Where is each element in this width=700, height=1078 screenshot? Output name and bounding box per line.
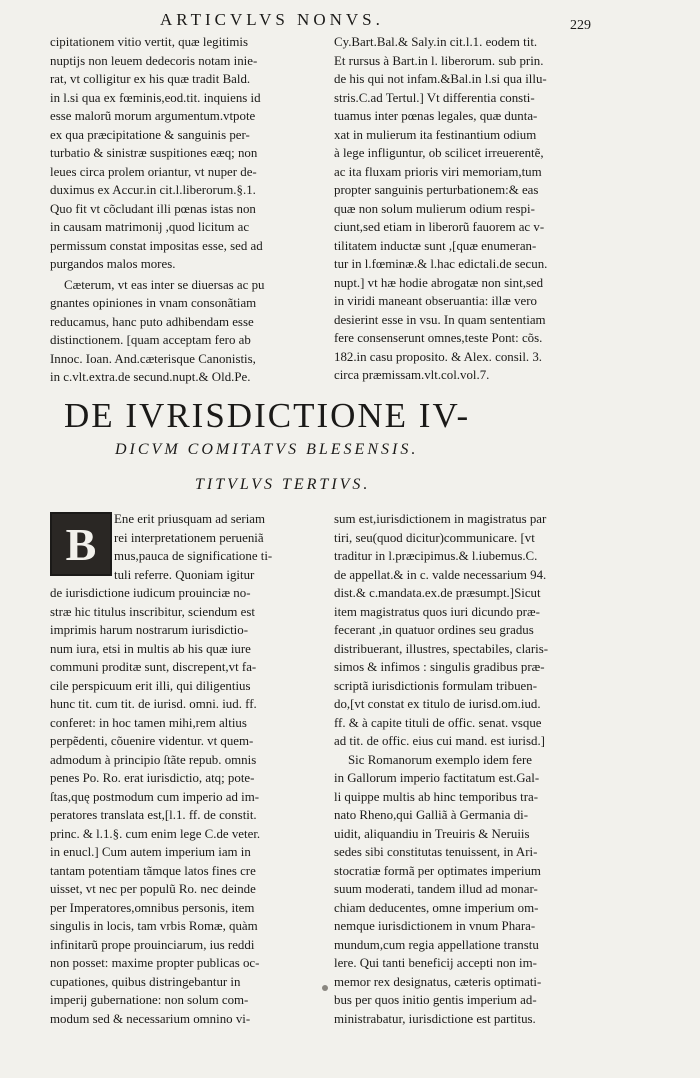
- text-line: stocratiæ formã per optimates imperium: [334, 863, 541, 878]
- text-line: gnantes opiniones in vnam consonãtiam: [50, 296, 257, 310]
- text-line: uidit, aliquandiu in Treuiris & Neruiis: [334, 826, 530, 841]
- text-line: rat, vt colligitur ex his quæ tradit Bald.: [50, 72, 251, 86]
- text-line: imprimis harum nostrarum iurisdictio-: [50, 623, 248, 637]
- text-line: turbatio & sinistræ suspitiones eæq; non: [50, 146, 258, 160]
- text-line: esse malorũ morum argumentum.vtpote: [50, 109, 256, 123]
- text-line: nato Rheno,qui Galliã à Germania di-: [334, 808, 529, 822]
- text-line: distinctionem. [quam acceptam fero ab: [50, 333, 251, 347]
- text-line: communi proditæ sunt, discrepent,vt fa-: [50, 660, 257, 674]
- top-right-column: [334, 33, 610, 385]
- text-line: infinitarũ prope prouinciarum, ius reddi: [50, 937, 255, 952]
- text-line: Sic Romanorum exemplo idem fere: [348, 752, 532, 767]
- text-line: Cy.Bart.Bal.& Saly.in cit.l.1. eodem tit.: [334, 35, 538, 49]
- text-line: sedes sibi constitutas tenuissent, in Ari-: [334, 845, 538, 859]
- text-line: Et rursus à Bart.in l. liberorum. sub prin.: [334, 53, 544, 68]
- text-line: tilitatem inductæ sunt ,[quæ enumeran-: [334, 238, 537, 253]
- text-line: penes Po. Ro. erat iurisdictio, atq; pote-: [50, 771, 255, 785]
- text-line: ex qua præcipitatione & sanguinis per-: [50, 127, 250, 142]
- text-line: in c.vlt.extra.de secund.nupt.& Old.Pe.: [50, 370, 251, 384]
- text-line: rei interpretationem perueniã: [114, 530, 264, 545]
- text-line: tantam potentiam tãmque latos fines cre: [50, 863, 256, 878]
- text-line: purgandos malos mores.: [50, 257, 176, 271]
- text-line: 182.in casu proposito. & Alex. consil. 3.: [334, 349, 543, 364]
- text-line: lere. Qui tanti beneficij accepti non im-: [334, 956, 537, 970]
- text-line: nuptijs non leuem dedecoris notam inie-: [50, 53, 258, 68]
- text-line: num iura, etsi in multis ab his quæ iure: [50, 641, 251, 656]
- bottom-left-column: [50, 510, 315, 1028]
- text-line: dist.& c.mandata.ex.de præsumpt.]Sicut: [334, 586, 541, 600]
- bottom-right-column: [334, 510, 620, 1028]
- text-line: tuamus inter pœnas legales, quæ dunta-: [334, 109, 538, 123]
- text-line: ad tit. de offic. eius cui mand. est iurisd.]: [334, 734, 545, 748]
- text-line: ministrabatur, iurisdictione est partitus.: [334, 1011, 536, 1026]
- text-line: do,[vt constat ex titulo de iurisd.om.iud.: [334, 697, 541, 711]
- text-line: fecerant ,in quatuor ordines seu gradus: [334, 623, 534, 637]
- text-line: Cæterum, vt eas inter se diuersas ac pu: [64, 277, 265, 292]
- text-line: in enucl.] Cum autem imperium iam in: [50, 845, 251, 859]
- text-line: imperij gubernatione: non solum com-: [50, 993, 249, 1007]
- text-line: stræ hic titulus inscribitur, sciendum est: [50, 604, 255, 619]
- text-line: ſtas,quę postmodum cum imperio ad im-: [50, 789, 260, 804]
- text-line: traditur in l.præcipimus.& l.iubemus.C.: [334, 549, 538, 563]
- text-line: admodum à principio ſtãte repub. omnis: [50, 752, 257, 767]
- text-line: in viridi maneant obseruantia: illæ vero: [334, 294, 537, 308]
- page-number: 229: [570, 18, 591, 33]
- text-line: duximus ex Accur.in cit.l.liberorum.§.1.: [50, 183, 256, 197]
- text-line: sum est,iurisdictionem in magistratus par: [334, 512, 547, 526]
- text-line: mundum,cum regia appellatione transtu: [334, 937, 539, 952]
- text-line: perpẽdenti, cõuenire videntur. vt quem-: [50, 734, 254, 748]
- text-line: cupationes, quibus distringebantur in: [50, 974, 241, 989]
- text-line: stris.C.ad Tertul.] Vt differentia consti-: [334, 90, 535, 105]
- text-line: singulis in locis, tam vrbis Romæ, quàm: [50, 919, 258, 933]
- text-line: de his qui not infam.&Bal.in l.si qua illu-: [334, 72, 547, 86]
- text-line: Innoc. Ioan. And.cæterisque Canonistis,: [50, 351, 256, 366]
- titulus-heading: TITVLVS TERTIVS.: [195, 476, 371, 493]
- text-line: modum sed & necessarium omnino vi-: [50, 1011, 251, 1026]
- text-line: tiri, seu(quod dicitur)communicare. [vt: [334, 530, 535, 545]
- text-line: ff. & à capite tituli de offic. senat. vsque: [334, 715, 542, 730]
- text-line: peratores translata est,[l.1. ff. de constit.: [50, 808, 257, 822]
- text-line: conferet: in hoc tamen mihi,rem altius: [50, 715, 247, 730]
- text-line: de iurisdictione iudicum prouinciæ no-: [50, 586, 251, 600]
- text-line: ciunt,sed etiam in liberorũ fauorem ac v-: [334, 220, 545, 234]
- text-line: permissum constat impositas esse, sed ad: [50, 238, 263, 253]
- section-title: DE IVRISDICTIONE IV-: [64, 396, 471, 435]
- text-line: in l.si qua ex fœminis,eod.tit. inquiens id: [50, 90, 261, 105]
- text-line: memor rex designatus, cæteris optimati-: [334, 974, 542, 989]
- text-line: bus per quos initio gentis imperium ad-: [334, 993, 537, 1007]
- text-line: item magistratus quos iuri dicundo præ-: [334, 604, 540, 619]
- text-line: xat in mulierum ita festinantium odium: [334, 127, 537, 142]
- text-line: non posset: maxime propter publicas oc-: [50, 956, 260, 970]
- text-line: cipitationem vitio vertit, quæ legitimis: [50, 35, 248, 49]
- text-line: princ. & l.1.§. cum enim lege C.de veter.: [50, 826, 261, 841]
- text-line: per Imperatores,omnibus personis, item: [50, 900, 255, 915]
- text-line: tur in l.fœminæ.& l.hac edictali.de secun.: [334, 257, 548, 271]
- text-line: mus,pauca de significatione ti-: [114, 549, 273, 563]
- text-line: fere consenserunt omnes,teste Pont: cõs.: [334, 331, 543, 345]
- initial-letter: B: [65, 518, 97, 570]
- text-line: scriptã iurisdictionis formulam tribuen-: [334, 678, 537, 693]
- text-line: chiam deducentes, omne imperium om-: [334, 900, 539, 915]
- text-line: Quo fit vt cõcludant illi pœnas istas non: [50, 201, 256, 216]
- text-line: in causam matrimonij ,quod licitum ac: [50, 220, 250, 234]
- text-line: quæ non solum mulierum odium respi-: [334, 201, 535, 216]
- text-line: nupt.] vt hæ hodie abrogatæ non sint,sed: [334, 275, 544, 290]
- text-line: reducamus, hanc puto adhibendam esse: [50, 314, 254, 329]
- text-line: distribuerant, illustres, spectabiles, claris-: [334, 641, 549, 656]
- top-left-column: [50, 33, 310, 387]
- text-line: simos & infimos : singulis gradibus præ-: [334, 660, 545, 674]
- gutter-mark: [322, 985, 328, 991]
- text-line: cile perspicuum erit illi, qui diligentius: [50, 678, 251, 693]
- text-line: nemque iurisdictionem in vnum Phara-: [334, 919, 536, 933]
- text-line: ac ita fluxam prioris viri memoriam,tum: [334, 164, 542, 179]
- running-head: ARTICVLVS NONVS.: [160, 10, 384, 29]
- text-line: tuli referre. Quoniam igitur: [114, 567, 255, 582]
- text-line: li quippe multis ab hinc temporibus tra-: [334, 789, 539, 804]
- section-subtitle: DICVM COMITATVS BLESENSIS.: [115, 441, 419, 458]
- text-line: circa præmissam.vlt.col.vol.7.: [334, 368, 490, 382]
- text-line: de appellat.& in c. valde necessarium 94.: [334, 567, 547, 582]
- text-line: uisset, vt nec per populũ Ro. nec deinde: [50, 882, 256, 896]
- text-line: à lege infliguntur, ob scilicet irreuerentẽ,: [334, 146, 544, 160]
- text-line: propter sanguinis perturbationem:& eas: [334, 183, 539, 197]
- text-line: Ene erit priusquam ad seriam: [114, 512, 266, 526]
- text-line: in Gallorum imperio factitatum est.Gal-: [334, 771, 540, 785]
- text-line: leues circa prolem oriantur, vt nuper de-: [50, 164, 257, 179]
- text-line: desierint esse in vsu. In quam sententiam: [334, 312, 546, 327]
- text-line: suum moderati, tandem illud ad monar-: [334, 882, 538, 896]
- text-line: hunc tit. cum tit. de iurisd. omni. iud. ff.: [50, 697, 257, 711]
